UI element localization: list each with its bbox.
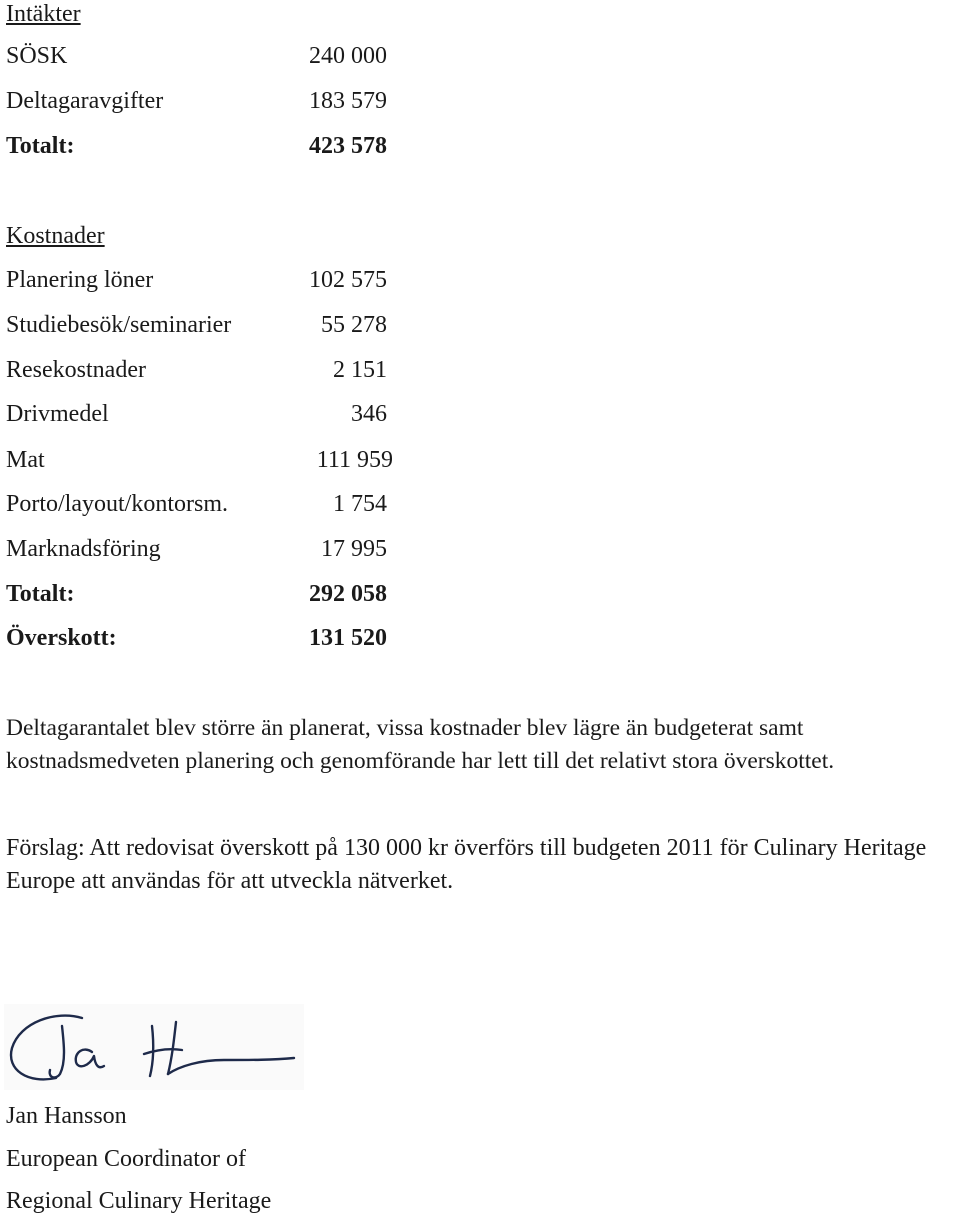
cost-row-label: Studiebesök/seminarier	[6, 312, 232, 338]
cost-row-label: Marknadsföring	[6, 536, 161, 562]
cost-row-label: Porto/layout/kontorsm.	[6, 491, 228, 517]
income-row-label: Deltagaravgifter	[6, 88, 164, 114]
cost-row-label: Resekostnader	[6, 357, 146, 383]
surplus-label: Överskott:	[6, 625, 117, 651]
cost-row-value: 2 151	[333, 357, 387, 383]
signer-name: Jan Hansson	[6, 1103, 127, 1129]
proposal-paragraph: Förslag: Att redovisat överskott på 130 000 kr överförs till budgeten 2011 för Culinary Heritage Europe att användas för att utveckla nätverket.	[6, 835, 927, 894]
cost-row-value: 346	[351, 401, 387, 427]
signer-title-line1: European Coordinator of	[6, 1146, 246, 1172]
cost-row-label: Planering löner	[6, 267, 154, 293]
income-row-label: SÖSK	[6, 43, 68, 69]
cost-row-label: Mat	[6, 447, 45, 473]
costs-total-label: Totalt:	[6, 581, 75, 607]
handwritten-signature	[4, 1004, 304, 1090]
income-row-value: 240 000	[309, 43, 387, 69]
income-total-value: 423 578	[309, 133, 387, 159]
cost-row-value: 111 959	[316, 447, 393, 473]
surplus-value: 131 520	[309, 625, 387, 651]
cost-row-label: Drivmedel	[6, 401, 109, 427]
comment-paragraph: Deltagarantalet blev större än planerat, vissa kostnader blev lägre än budgeterat samt kostnadsmedveten planering och genomförande har lett till det relativt stora överskottet.	[6, 715, 835, 774]
cost-row-value: 102 575	[309, 267, 387, 293]
signer-title-line2: Regional Culinary Heritage	[6, 1188, 272, 1214]
costs-total-value: 292 058	[309, 581, 387, 607]
cost-row-value: 55 278	[321, 312, 387, 338]
income-row-value: 183 579	[309, 88, 387, 114]
cost-row-value: 1 754	[333, 491, 387, 517]
costs-heading: Kostnader	[6, 223, 105, 249]
income-total-label: Totalt:	[6, 133, 75, 159]
cost-row-value: 17 995	[321, 536, 387, 562]
income-heading: Intäkter	[6, 1, 81, 27]
